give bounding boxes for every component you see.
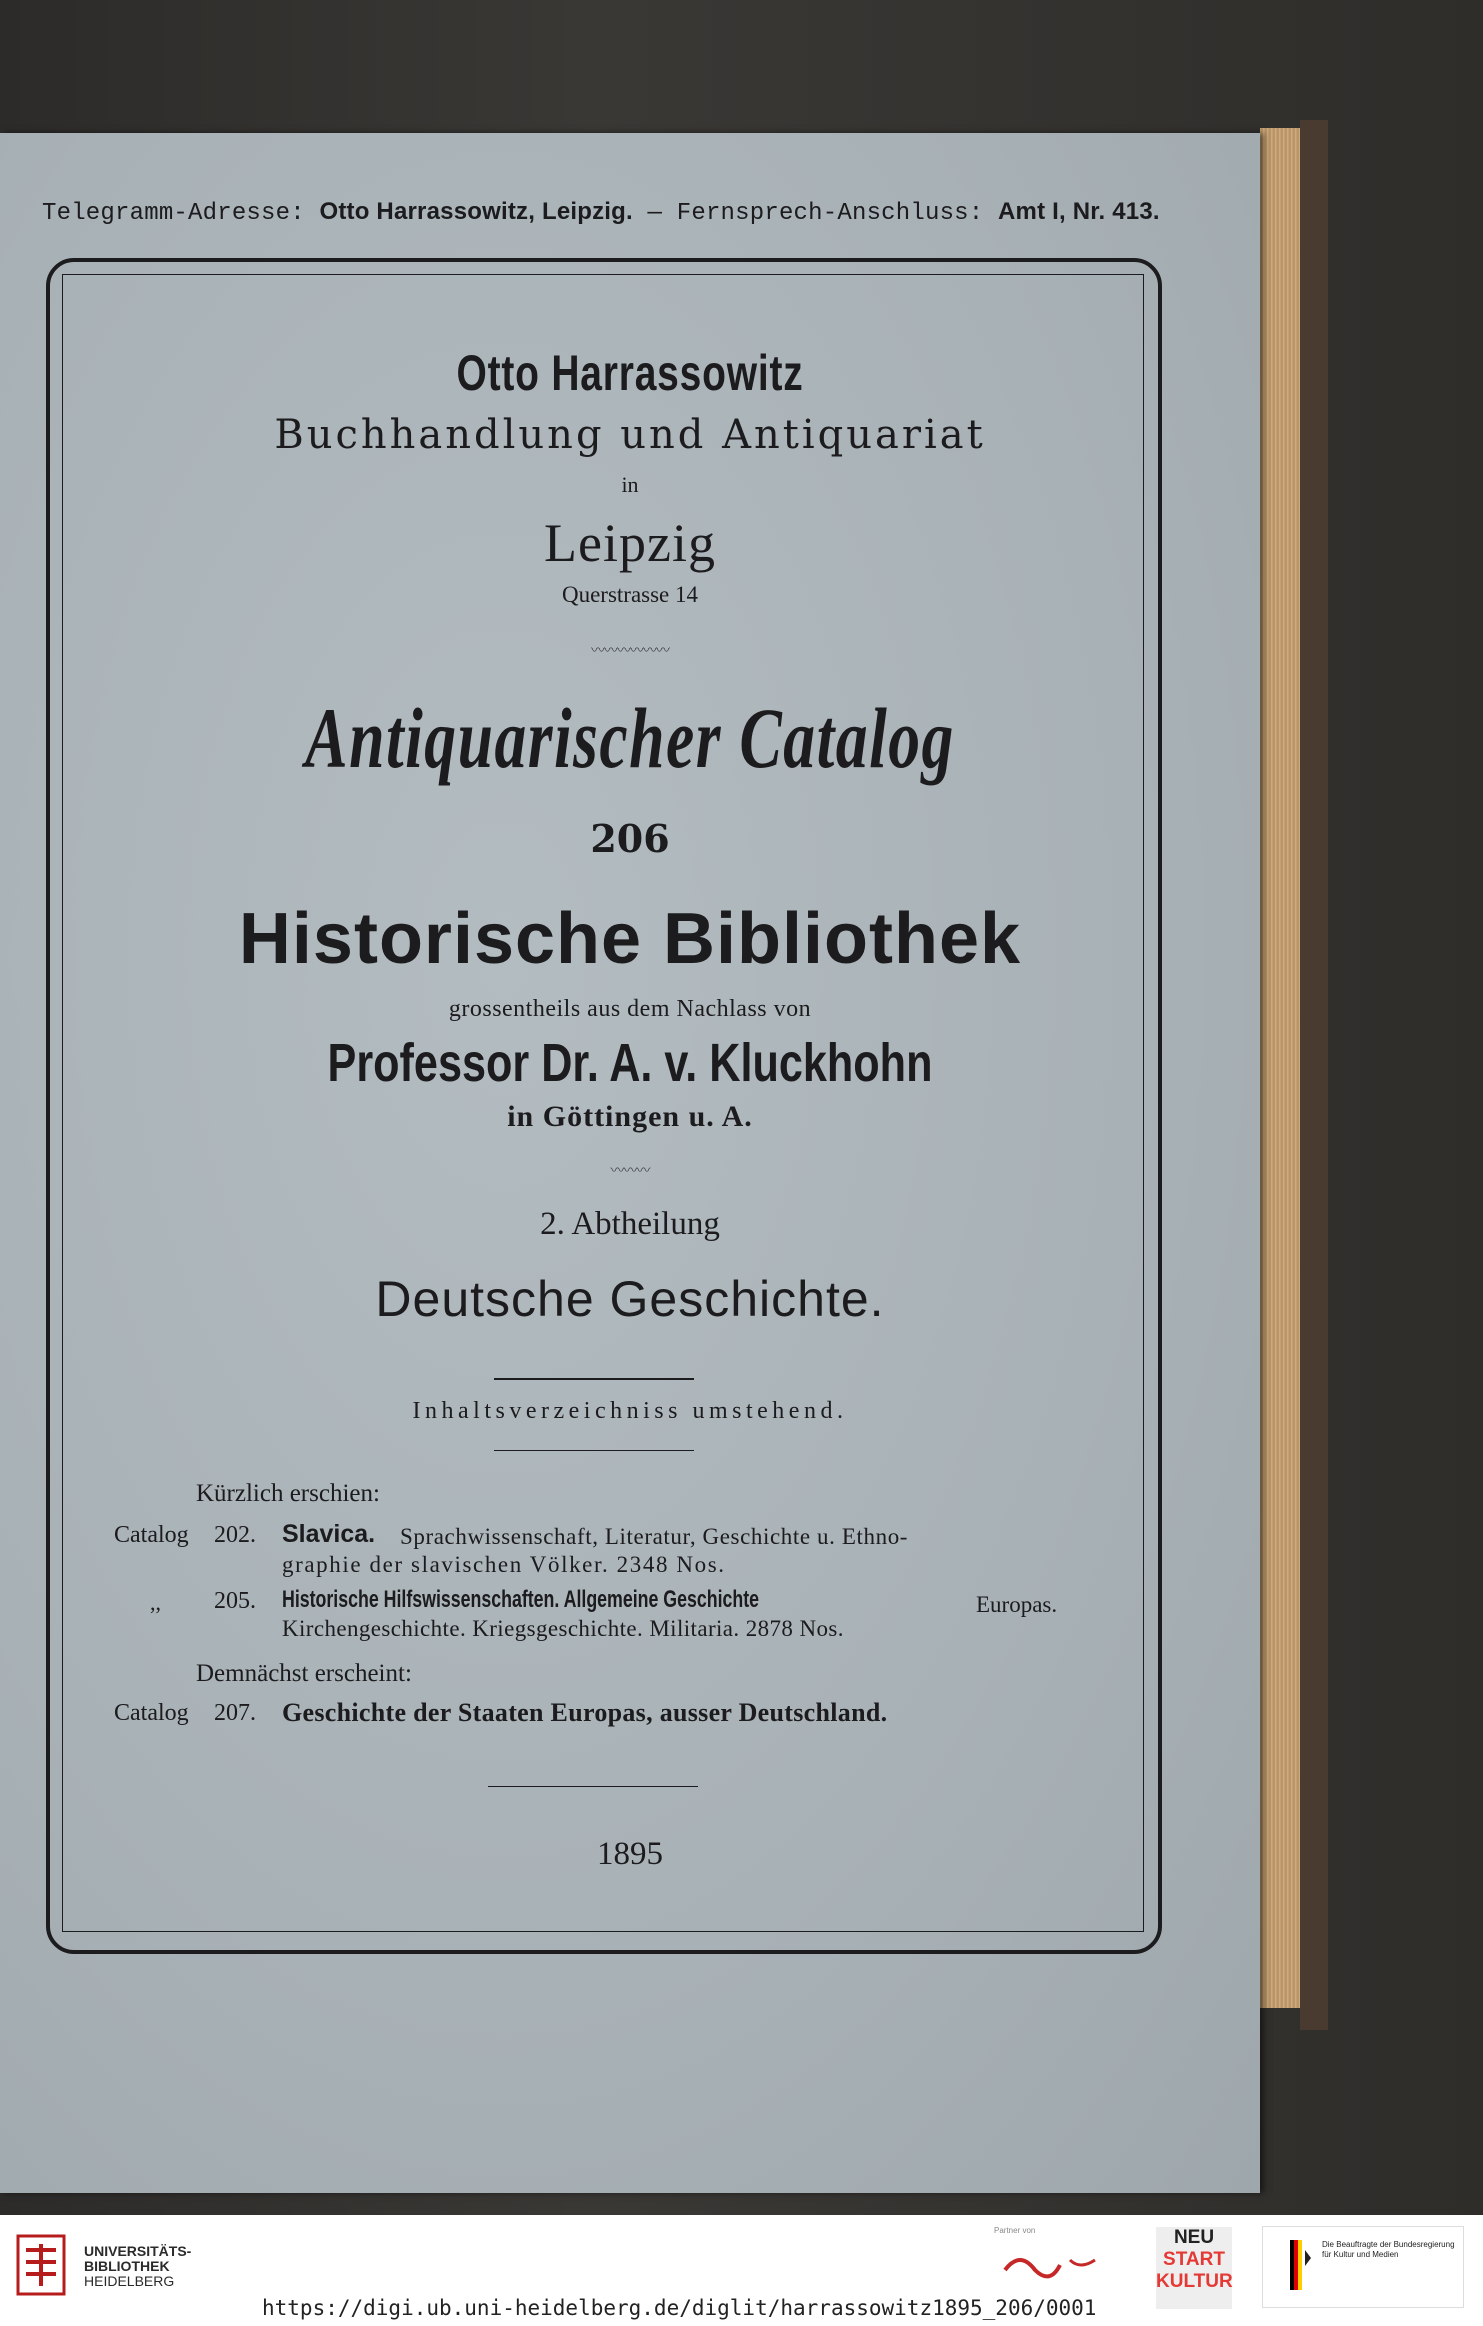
phone-label: Fernsprech-Anschluss: xyxy=(676,200,984,227)
ornament-wave-1: 〰〰〰〰〰〰 xyxy=(591,644,669,659)
catalog-division-title: Deutsche Geschichte. xyxy=(375,1271,885,1327)
telegram-line xyxy=(42,198,1222,227)
publisher-business: Buchhandlung und Antiquariat xyxy=(274,412,986,458)
recent-2-text1: Europas. xyxy=(976,1592,1058,1617)
contents-note: Inhaltsverzeichniss umstehend. xyxy=(412,1398,848,1424)
catalog-title: Antiquarischer Catalog xyxy=(305,690,955,786)
partner-label: Partner von xyxy=(994,2226,1036,2235)
phone-number: Amt I, Nr. 413. xyxy=(998,198,1160,225)
catalog-person: Professor Dr. A. v. Kluckhohn xyxy=(327,1033,933,1093)
neustart-line-2: START xyxy=(1163,2249,1225,2270)
neustart-line-1: NEU xyxy=(1173,2227,1215,2248)
divider-bottom xyxy=(494,1450,694,1451)
catalog-number: 206 xyxy=(590,816,670,861)
federal-government-text: Die Beauftragte der Bundesregierung für Kultur und Medien xyxy=(1322,2240,1455,2259)
telegram-address: Otto Harrassowitz, Leipzig. xyxy=(319,198,633,225)
publisher-in: in xyxy=(621,472,639,497)
recent-2-text2: Kirchengeschichte. Kriegsgeschichte. Militaria. 2878 Nos. xyxy=(282,1616,844,1641)
upcoming-title: Geschichte der Staaten Europas, ausser Deutschland. xyxy=(282,1698,888,1727)
publisher-street: Querstrasse 14 xyxy=(561,582,699,607)
telegram-label: Telegramm-Adresse: xyxy=(42,200,305,227)
catalog-place: in Göttingen u. A. xyxy=(507,1100,753,1133)
upcoming-number: 207. xyxy=(214,1700,256,1726)
upcoming-prefix: Catalog xyxy=(114,1700,189,1726)
recent-1-prefix: Catalog xyxy=(114,1522,189,1548)
book-cover-edge xyxy=(1300,120,1328,2030)
divider-year xyxy=(488,1786,698,1787)
recent-1-title: Slavica. xyxy=(282,1520,376,1548)
permalink-url[interactable]: https://digi.ub.uni-heidelberg.de/diglit/harrassowitz1895_206/0001 xyxy=(262,2296,1097,2320)
recent-1-text1: Sprachwissenschaft, Literatur, Geschichte u. Ethno- xyxy=(400,1524,909,1549)
federal-eagle-icon xyxy=(1290,2240,1312,2290)
university-library-logo-icon xyxy=(12,2230,70,2300)
ornament-wave-2: 〰〰〰 xyxy=(610,1164,650,1179)
catalog-division: 2. Abtheilung xyxy=(540,1206,720,1242)
telegram-dash: — xyxy=(647,200,663,227)
recent-2-number: 205. xyxy=(214,1588,256,1614)
library-name-line-2: BIBLIOTHEK xyxy=(84,2258,170,2274)
library-name xyxy=(84,2244,191,2289)
recent-1-number: 202. xyxy=(214,1522,256,1548)
upcoming-heading: Demnächst erscheint: xyxy=(196,1660,412,1687)
library-name-line-1: UNIVERSITÄTS- xyxy=(84,2243,192,2259)
library-name-line-3: HEIDELBERG xyxy=(84,2273,175,2289)
neustart-kultur-logo xyxy=(1156,2227,1232,2309)
page-edges xyxy=(1260,128,1300,2008)
recent-heading: Kürzlich erschien: xyxy=(196,1480,380,1507)
deutsche-digitale-bibliothek-logo-icon xyxy=(1000,2245,1100,2295)
catalog-subject: Historische Bibliothek xyxy=(238,899,1022,979)
recent-2-prefix: ,, xyxy=(150,1590,161,1615)
divider-top xyxy=(494,1378,694,1380)
recent-2-title: Historische Hilfswissenschaften. Allgemeine Geschichte xyxy=(282,1586,760,1613)
publisher-name: Otto Harrassowitz xyxy=(456,345,804,401)
recent-1-text2: graphie der slavischen Völker. 2348 Nos. xyxy=(282,1552,726,1577)
catalog-provenance: grossentheils aus dem Nachlass von xyxy=(448,996,812,1022)
publisher-city: Leipzig xyxy=(544,513,716,573)
neustart-line-3: KULTUR xyxy=(1156,2271,1233,2292)
year: 1895 xyxy=(597,1836,663,1872)
